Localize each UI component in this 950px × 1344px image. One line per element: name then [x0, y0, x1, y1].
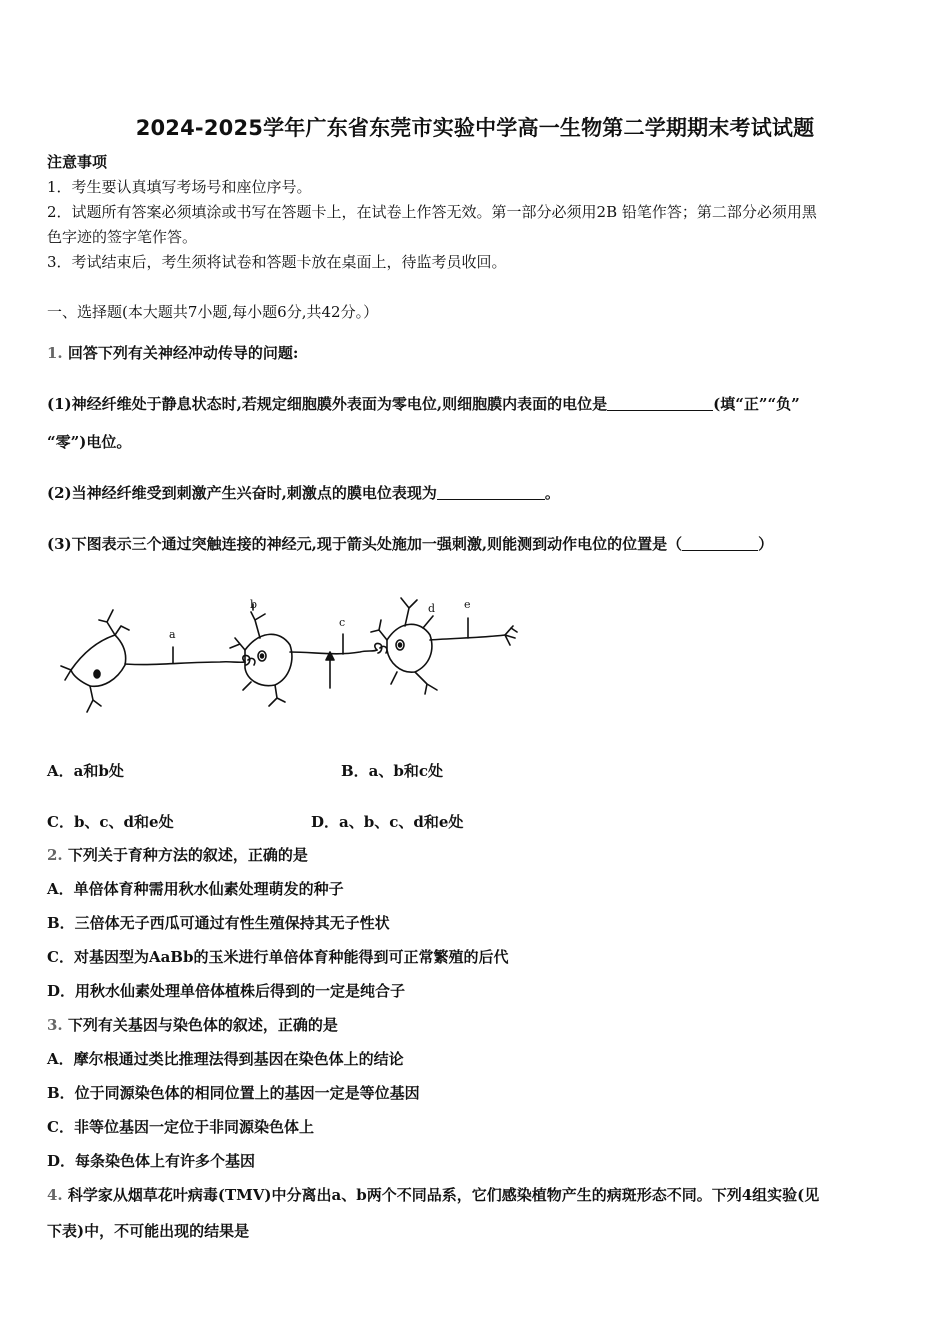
label-d: d — [428, 602, 436, 615]
answer-blank[interactable] — [682, 536, 758, 551]
q1-part3-end: ） — [758, 535, 774, 553]
axon-2 — [290, 650, 377, 654]
question-4-stem — [47, 1185, 819, 1205]
q1-part2 — [47, 483, 560, 503]
q1-part1-cont: “零”)电位。 — [47, 433, 132, 451]
notice-item-3: 3．考试结束后，考生须将试卷和答题卡放在桌面上，待监考员收回。 — [47, 253, 507, 271]
q2-option-d[interactable]: D．用秋水仙素处理单倍体植株后得到的一定是纯合子 — [47, 982, 406, 1000]
q3-option-a[interactable]: A．摩尔根通过类比推理法得到基因在染色体上的结论 — [47, 1050, 404, 1068]
notice-heading: 注意事项 — [47, 153, 108, 171]
question-3-stem — [47, 1015, 338, 1035]
question-1-stem — [47, 343, 298, 363]
q2-option-c[interactable]: C．对基因型为AaBb的玉米进行单倍体育种能得到可正常繁殖的后代 — [47, 948, 509, 966]
notice-item-2-cont: 色字迹的签字笔作答。 — [47, 228, 198, 246]
q1-part2-end: 。 — [544, 484, 560, 502]
q2-option-a[interactable]: A．单倍体育种需用秋水仙素处理萌发的种子 — [47, 880, 344, 898]
q1-part2-text: (2)当神经纤维受到刺激产生兴奋时,刺激点的膜电位表现为 — [47, 484, 437, 502]
q2-option-b[interactable]: B．三倍体无子西瓜可通过有性生殖保持其无子性状 — [47, 914, 390, 932]
answer-blank[interactable] — [437, 485, 545, 500]
question-4-stem-cont: 下表)中，不可能出现的结果是 — [47, 1222, 250, 1240]
q3-option-d[interactable]: D．每条染色体上有许多个基因 — [47, 1152, 256, 1170]
answer-blank[interactable] — [607, 396, 713, 411]
label-a: a — [169, 628, 176, 641]
notice-item-1: 1．考生要认真填写考场号和座位序号。 — [47, 178, 312, 196]
q1-part3 — [47, 534, 773, 554]
question-number: 3. — [47, 1016, 63, 1034]
neuron-2-body — [245, 634, 292, 685]
question-text: 下列关于育种方法的叙述，正确的是 — [67, 846, 308, 864]
axon-1 — [125, 662, 245, 665]
q1-part1-text: (1)神经纤维处于静息状态时,若规定细胞膜外表面为零电位,则细胞膜内表面的电位是 — [47, 395, 608, 413]
notice-item-2: 2．试题所有答案必须填涂或书写在答题卡上，在试卷上作答无效。第一部分必须用2B 铅笔作答；第二部分必须用黑 — [47, 203, 817, 221]
q1-option-d[interactable]: D．a、b、c、d和e处 — [311, 813, 464, 831]
q3-option-b[interactable]: B．位于同源染色体的相同位置上的基因一定是等位基因 — [47, 1084, 420, 1102]
question-text: 科学家从烟草花叶病毒(TMV)中分离出a、b两个不同品系，它们感染植物产生的病斑形态不同。下列4组实验(见 — [67, 1186, 820, 1204]
label-b: b — [250, 598, 258, 611]
neuron-1-body — [71, 635, 126, 686]
question-text: 下列有关基因与染色体的叙述，正确的是 — [67, 1016, 338, 1034]
q1-part3-text: (3)下图表示三个通过突触连接的神经元,现于箭头处施加一强刺激,则能测到动作电位的位置是（ — [47, 535, 683, 553]
q3-option-c[interactable]: C．非等位基因一定位于非同源染色体上 — [47, 1118, 314, 1136]
label-e: e — [464, 598, 471, 611]
q1-part1-hint: (填“正”“负” — [713, 395, 800, 413]
neuron-3-body — [387, 624, 432, 672]
page-title: 2024-2025学年广东省东莞市实验中学高一生物第二学期期末考试试题 — [135, 116, 815, 140]
question-number: 4. — [47, 1186, 63, 1204]
question-2-stem — [47, 845, 308, 865]
q1-option-b[interactable]: B．a、b和c处 — [341, 762, 444, 780]
question-number: 2. — [47, 846, 63, 864]
label-c: c — [339, 616, 346, 629]
question-number: 1. — [47, 344, 63, 362]
q1-option-c[interactable]: C．b、c、d和e处 — [47, 813, 174, 831]
q1-part1 — [47, 394, 800, 414]
question-text: 回答下列有关神经冲动传导的问题: — [67, 344, 299, 362]
neuron-diagram — [55, 590, 525, 730]
q1-option-a[interactable]: A．a和b处 — [47, 762, 124, 780]
section-heading: 一、选择题(本大题共7小题,每小题6分,共42分。） — [47, 303, 379, 321]
